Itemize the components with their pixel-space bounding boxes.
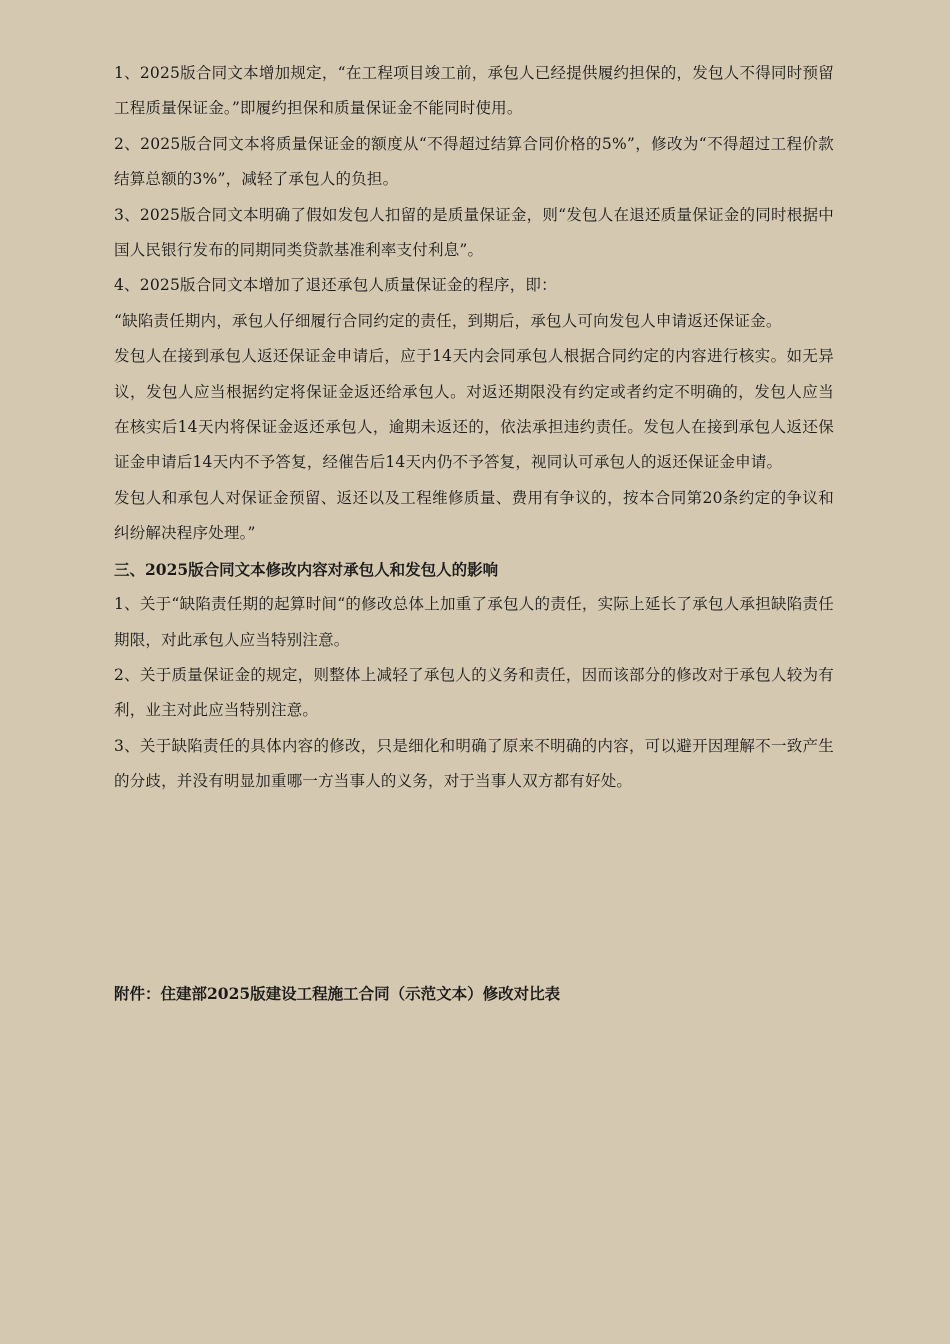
paragraph-item-2: 2、2025版合同文本将质量保证金的额度从“不得超过结算合同价格的5%”，修改为“不得超过工程价款结算总额的3%”，减轻了承包人的负担。 (114, 134, 834, 189)
paragraph-item-3: 3、2025版合同文本明确了假如发包人扣留的是质量保证金，则“发包人在退还质量保证金的同时根据中国人民银行发布的同期同类贷款基准利率支付利息”。 (114, 205, 834, 260)
quote-paragraph-2: 发包人在接到承包人返还保证金申请后，应于14天内会同承包人根据合同约定的内容进行核实。如无异议，发包人应当根据约定将保证金返还给承包人。对返还期限没有约定或者约定不明确的，发包人应当在核实后14天内将保证金返还承包人，逾期未返还的，依法承担违约责任。发包人在接到承包人返还保证金申请后14天内不予答复，经催告后14天内仍不予答复，视同认可承包人的返还保证金申请。 (114, 347, 834, 472)
attachment-title: 附件：住建部2025版建设工程施工合同（示范文本）修改对比表 (114, 984, 561, 1003)
paragraph-item-4: 4、2025版合同文本增加了退还承包人质量保证金的程序，即： (114, 276, 557, 295)
impact-item-1: 1、关于“缺陷责任期的起算时间“的修改总体上加重了承包人的责任，实际上延长了承包人承担缺陷责任期限，对此承包人应当特别注意。 (114, 595, 834, 649)
impact-item-3: 3、关于缺陷责任的具体内容的修改，只是细化和明确了原来不明确的内容，可以避开因理解不一致产生的分歧，并没有明显加重哪一方当事人的义务，对于当事人双方都有好处。 (114, 736, 834, 791)
paragraph-item-1: 1、2025版合同文本增加规定，“在工程项目竣工前，承包人已经提供履约担保的，发包人不得同时预留工程质量保证金。”即履约担保和质量保证金不能同时使用。 (114, 64, 834, 118)
quote-paragraph-3: 发包人和承包人对保证金预留、返还以及工程维修质量、费用有争议的，按本合同第20条约定的争议和纠纷解决程序处理。” (114, 488, 834, 543)
document-body (114, 56, 834, 800)
section-three-heading: 三、2025版合同文本修改内容对承包人和发包人的影响 (114, 559, 499, 579)
impact-item-2: 2、关于质量保证金的规定，则整体上减轻了承包人的义务和责任，因而该部分的修改对于承包人较为有利，业主对此应当特别注意。 (114, 665, 834, 720)
quote-paragraph-1: “缺陷责任期内，承包人仔细履行合同约定的责任，到期后，承包人可向发包人申请返还保证金。 (114, 311, 782, 330)
